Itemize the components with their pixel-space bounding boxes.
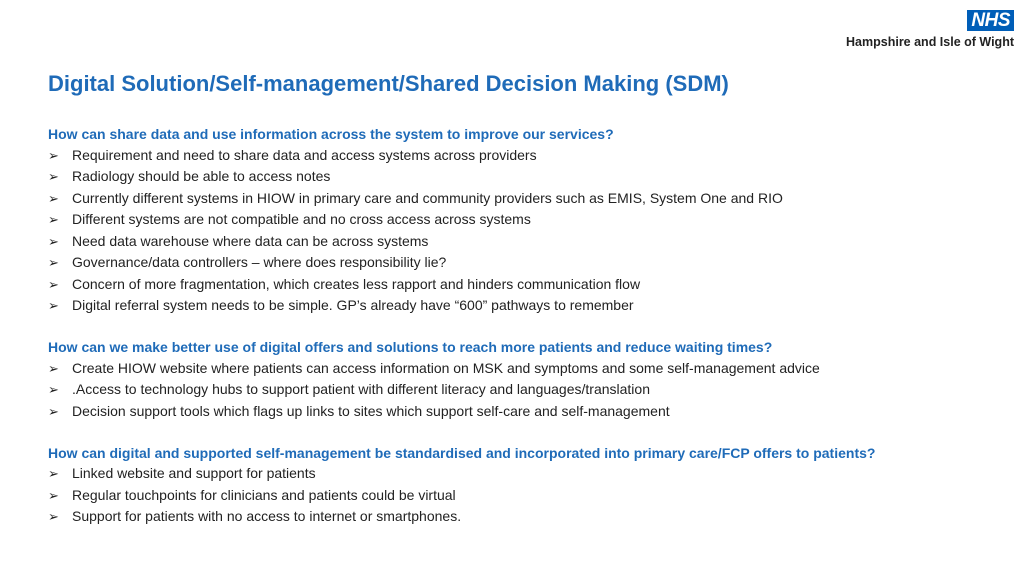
arrow-bullet-icon: ➢	[48, 382, 59, 397]
list-item	[48, 401, 1008, 423]
arrow-bullet-icon: ➢	[48, 255, 59, 270]
list-item	[48, 145, 1008, 167]
section-self-management	[48, 443, 1008, 528]
section-question: How can we make better use of digital offers and solutions to reach more patients and reduce waiting times?	[48, 339, 773, 355]
list-item-text: Requirement and need to share data and access systems across providers	[72, 146, 537, 163]
list-item-text: Currently different systems in HIOW in primary care and community providers such as EMIS, System One and RIO	[72, 189, 783, 206]
bullet-list	[48, 463, 1008, 528]
list-item-text: Support for patients with no access to internet or smartphones.	[72, 508, 462, 524]
arrow-bullet-icon: ➢	[48, 509, 59, 524]
list-item-text: Different systems are not compatible and no cross access across systems	[72, 211, 531, 227]
arrow-bullet-icon: ➢	[48, 212, 59, 227]
nhs-logo	[846, 10, 1014, 49]
bullet-list	[48, 358, 1008, 423]
arrow-bullet-icon: ➢	[48, 466, 59, 481]
section-question: How can share data and use information across the system to improve our services?	[48, 126, 614, 142]
slide-title: Digital Solution/Self-management/Shared Decision Making (SDM)	[48, 71, 729, 96]
section-data-sharing	[48, 124, 1008, 317]
arrow-bullet-icon: ➢	[48, 276, 59, 292]
list-item-text: .Access to technology hubs to support patient with different literacy and languages/translation	[72, 381, 650, 397]
organisation-name: Hampshire and Isle of Wight	[846, 35, 1014, 49]
list-item	[48, 252, 1008, 274]
slide-content	[48, 124, 1008, 548]
arrow-bullet-icon: ➢	[48, 147, 59, 163]
arrow-bullet-icon: ➢	[48, 360, 59, 376]
list-item	[48, 463, 1008, 485]
list-item-text: Concern of more fragmentation, which creates less rapport and hinders communication flow	[72, 275, 641, 292]
arrow-bullet-icon: ➢	[48, 487, 59, 503]
list-item-text: Regular touchpoints for clinicians and patients could be virtual	[72, 486, 456, 503]
list-item	[48, 274, 1008, 296]
arrow-bullet-icon: ➢	[48, 190, 59, 206]
arrow-bullet-icon: ➢	[48, 403, 59, 419]
bullet-list	[48, 145, 1008, 317]
list-item	[48, 209, 1008, 231]
list-item	[48, 231, 1008, 253]
list-item-text: Create HIOW website where patients can access information on MSK and symptoms and some self-management advice	[72, 359, 820, 376]
section-digital-offers	[48, 337, 1008, 422]
list-item	[48, 485, 1008, 507]
arrow-bullet-icon: ➢	[48, 233, 59, 249]
list-item	[48, 166, 1008, 188]
list-item-text: Digital referral system needs to be simple. GP’s already have “600” pathways to remember	[72, 297, 634, 313]
arrow-bullet-icon: ➢	[48, 298, 59, 313]
nhs-logo-mark: NHS	[967, 10, 1014, 31]
list-item	[48, 295, 1008, 317]
list-item	[48, 358, 1008, 380]
list-item-text: Decision support tools which flags up links to sites which support self-care and self-management	[72, 402, 670, 419]
list-item-text: Linked website and support for patients	[72, 465, 316, 481]
list-item-text: Need data warehouse where data can be across systems	[72, 232, 429, 249]
arrow-bullet-icon: ➢	[48, 169, 59, 184]
list-item	[48, 506, 1008, 528]
list-item-text: Radiology should be able to access notes	[72, 168, 331, 184]
list-item	[48, 379, 1008, 401]
section-question: How can digital and supported self-management be standardised and incorporated into primary care/FCP offers to patients?	[48, 444, 876, 461]
list-item	[48, 188, 1008, 210]
list-item-text: Governance/data controllers – where does responsibility lie?	[72, 254, 447, 270]
